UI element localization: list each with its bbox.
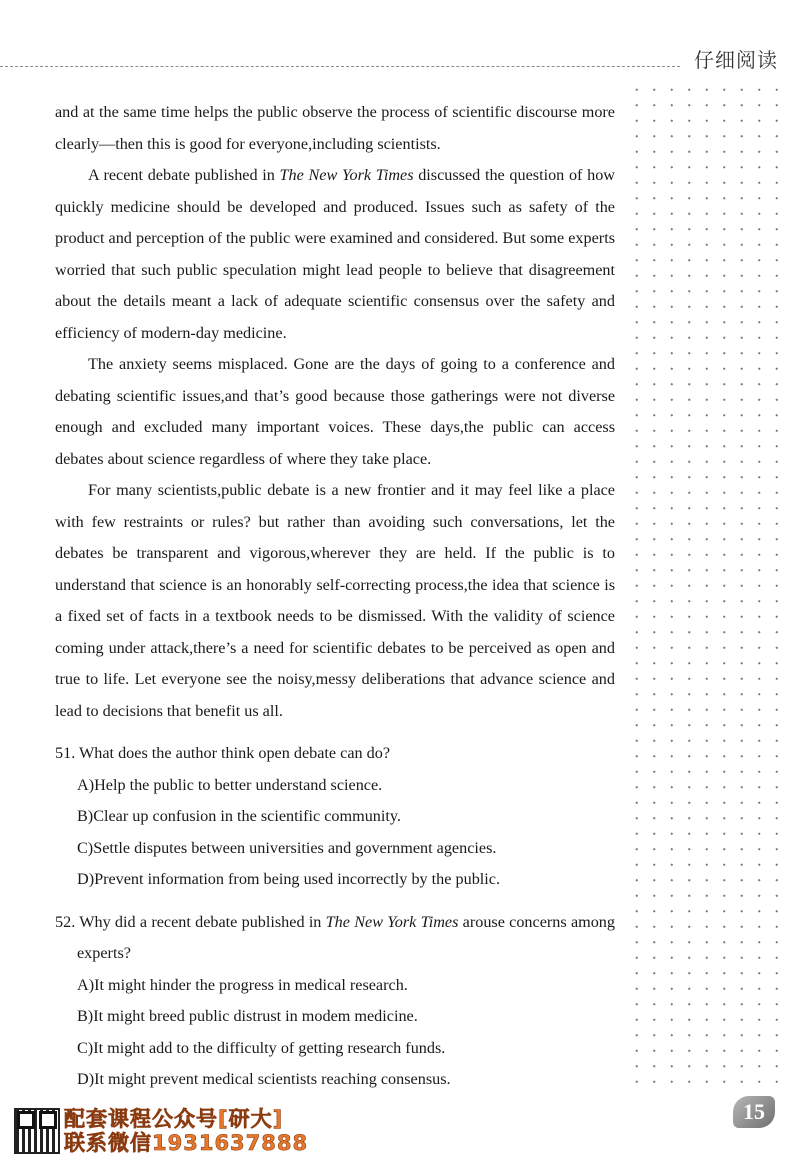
promo-watermark [64, 1107, 308, 1155]
passage-paragraph [55, 349, 615, 475]
question-item [55, 738, 615, 896]
passage-paragraph [55, 97, 615, 160]
reading-passage [55, 97, 615, 1096]
text-segment: and at the same time helps the public observe the process of scientific discourse more clearly—then this is good for everyone,including scientists. [55, 103, 615, 153]
publication-title: The New York Times [279, 166, 414, 184]
answer-option[interactable]: C)Settle disputes between universities and government agencies. [77, 838, 497, 857]
answer-option[interactable]: A)Help the public to better understand science. [77, 775, 383, 794]
section-title: 仔细阅读 [694, 48, 778, 72]
header-divider [0, 66, 680, 67]
question-item [55, 907, 615, 1096]
question-list [55, 738, 615, 1096]
text-segment: 52. Why did a recent debate published in [55, 912, 326, 931]
publication-title: The New York Times [325, 912, 459, 931]
answer-option[interactable]: B)It might breed public distrust in modem medicine. [77, 1007, 418, 1025]
promo-line-1: 配套课程公众号[研大] [64, 1107, 284, 1131]
text-segment: A recent debate published in [88, 166, 280, 184]
answer-option[interactable]: D)It might prevent medical scientists reaching consensus. [77, 1070, 451, 1088]
text-segment: 51. What does the author think open debate can do? [55, 744, 391, 762]
passage-paragraph [55, 160, 615, 349]
passage-paragraph [55, 475, 615, 727]
answer-option[interactable]: A)It might hinder the progress in medical research. [77, 975, 408, 994]
answer-option[interactable]: B)Clear up confusion in the scientific community. [77, 807, 401, 825]
answer-option[interactable]: D)Prevent information from being used incorrectly by the public. [77, 870, 501, 888]
text-segment: discussed the question of how quickly medicine should be developed and produced. Issues such as safety of the product and perception of the public were examined and considered. But some experts worried that such public speculation might lead people to believe that disagreement about the details meant a lack of adequate scientific consensus over the safety and efficiency of modern-day medicine. [55, 166, 615, 342]
promo-line-2: 联系微信1931637888 [64, 1131, 309, 1155]
qr-code-icon [14, 1108, 60, 1154]
answer-option[interactable]: C)It might add to the difficulty of getting research funds. [77, 1038, 446, 1057]
text-segment: arouse concerns among experts? [77, 912, 615, 962]
question-stem [55, 907, 615, 970]
text-segment: The anxiety seems misplaced. Gone are the days of going to a conference and debating scientific issues,and that’s good because those gatherings were not diverse enough and excluded many important voices. These days,the public can access debates about science regardless of where they take place. [55, 355, 615, 468]
page-number-badge: 15 [733, 1096, 775, 1128]
text-segment: For many scientists,public debate is a new frontier and it may feel like a place with few restraints or rules? but rather than avoiding such conversations, let the debates be transparent and vigorous,wherever they are held. If the public is to understand that science is an honorably self-correcting process,the idea that science is a fixed set of facts in a textbook needs to be dismissed. With the validity of science coming under attack,there’s a need for scientific debates to be perceived as open and true to life. Let everyone see the noisy,messy deliberations that advance science and lead to decisions that benefit us all. [55, 481, 615, 720]
passage-body [55, 97, 615, 727]
question-stem [55, 738, 615, 770]
dot-grid-margin [628, 82, 788, 1092]
